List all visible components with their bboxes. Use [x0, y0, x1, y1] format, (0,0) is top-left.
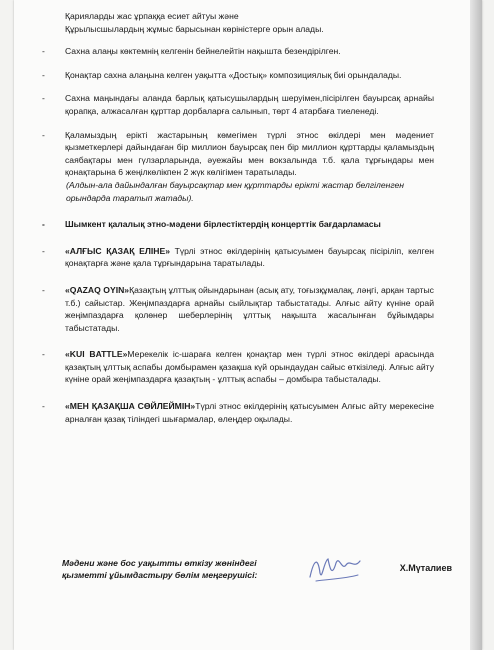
event-name: «KUI BATTLE»	[65, 349, 128, 360]
signatory-name: Х.Мүталиев	[399, 563, 452, 573]
list-item-text: Қонақтар сахна алаңына келген уақытта «Достық» композициялық биі орындалады.	[65, 69, 402, 80]
bullet-dash: -	[42, 401, 45, 412]
intro-line: Қарияларды жас ұрпаққа есиет айтуы және	[65, 11, 239, 21]
signature-block	[62, 557, 452, 597]
bullet-dash: -	[42, 46, 45, 57]
bullet-dash: -	[42, 69, 45, 80]
bullet-dash: -	[42, 129, 45, 140]
list-item-text: Қаламыздың ерікті жастарының көмегімен түрлі этнос өкілдері мен мәдениет қызметкерлері дайындаған бір миллион бауырсақ пен бір миллион құрттарды қаламыздың саябақтары мен гүлзарларында, әуежайы мен вокзалында т.б. қала тұрғындары мен қонақтарына 6 жеңілкөлікпен 2 жүк көлігімен таратылады.	[65, 129, 434, 178]
intro-line: Құрылысшылардың жұмыс барысынан көріністерге орын алады.	[65, 23, 324, 34]
bullet-dash: -	[42, 93, 45, 104]
page-edge-shadow	[470, 0, 482, 650]
list-item-text: Сахна маңындағы аланда барлық қатысушылардың шеруімен,пісірілген бауырсақ арнайы қорапқа, алжасалған құрттар дорбаларға салынып, төрт 4 атарбаға тиеленеді.	[65, 93, 434, 116]
document-body	[42, 10, 434, 425]
signatory-title-line: Мәдени және бос уақытты өткізу жөніндегі	[62, 558, 257, 568]
event-text: Түрлі этнос өкілдерінің қатысуымен бауырсақ пісіріліп, келген қонақтарға және қала тұрғындарына таратылады.	[65, 245, 434, 269]
list-item	[42, 129, 434, 179]
intro-paragraph	[60, 10, 434, 35]
event-text: Қазақтың ұлттық ойындарынан (асық ату, тоғызқұмалақ, ләңгі, арқан тартыс т.б.) сайыстар. Жеңімпаздарға арнайы сыйлықтар табыстатады. Алғыс айту күніне орай жеңімпаздарға қолөнер шеберлерінің ұлттық нақышта жасалынған бұйымдары табыстатады.	[65, 284, 434, 333]
list-item	[42, 92, 434, 117]
event-item	[42, 245, 434, 270]
event-item	[42, 400, 434, 425]
event-text: Мерекелік іс-шараға келген қонақтар мен түрлі этнос өкілдері арасында қазақтың ұлттық аспабы домбырамен қазақша күй орындаудан сайыс өткізіледі. Алғыс айту күніне орай жеңімпаздарға қазақтың - ұлттық аспабы – домбыра табысталады.	[65, 349, 434, 385]
bullet-dash: -	[42, 219, 45, 230]
list-item-text: Сахна алаңы көктемнің келгенін бейнелейтін нақышта безендірілген.	[65, 46, 341, 57]
event-text: Түрлі этнос өкілдерінің қатысуымен Алғыс айту мерекесіне арналған қазақ тіліндегі шығармалар, өлеңдер оқылады.	[65, 401, 434, 424]
list-item	[42, 69, 434, 82]
event-item	[42, 284, 434, 334]
program-title: Шымкент қалалық этно-мәдени бірлестіктердің концерттік бағдарламасы	[65, 219, 381, 230]
event-item	[42, 348, 434, 386]
event-name: «QAZAQ OYIN»	[65, 284, 130, 295]
handwritten-signature	[306, 551, 364, 587]
bullet-dash: -	[42, 284, 45, 295]
program-heading	[42, 218, 434, 231]
italic-note: (Алдын-ала дайындалған бауырсақтар мен құрттарды ерікті жастар белгіленген орындарда таратып жатады).	[66, 179, 405, 203]
list-item	[42, 45, 434, 58]
bullet-dash: -	[42, 349, 45, 360]
event-name: «АЛҒЫС ҚАЗАҚ ЕЛІНЕ»	[65, 245, 170, 256]
event-name: «МЕН ҚАЗАҚША СӨЙЛЕЙМІН»	[65, 401, 196, 412]
bullet-dash: -	[42, 245, 45, 256]
signatory-title-line: қызметті ұйымдастыру бөлім меңгерушісі:	[62, 570, 258, 581]
